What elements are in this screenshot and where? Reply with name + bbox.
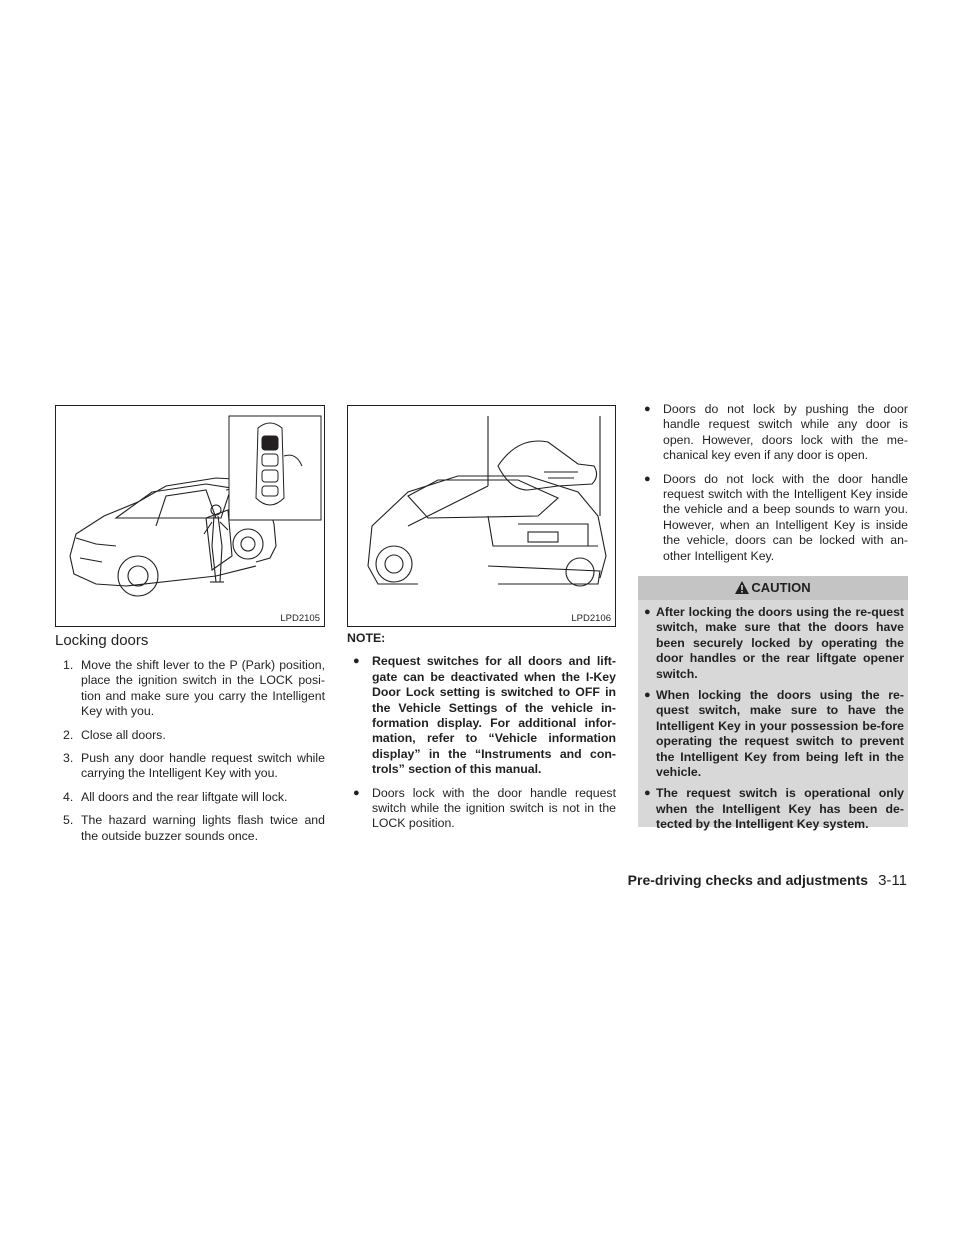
figure-door-handle-switch (347, 405, 616, 627)
list-item: ● Doors lock with the door handle request switch while the ignition switch is not in the LOCK position. (353, 785, 616, 831)
figure-locking-with-key (55, 405, 325, 627)
list-item: 2. Close all doors. (63, 727, 166, 742)
key-fob-inset (229, 416, 321, 520)
list-item: ● Doors do not lock by pushing the door handle request switch while any door is open. However, doors lock with the me-chanical key even if any door is open. (644, 402, 908, 463)
caution-heading: CAUTION (638, 576, 908, 600)
figure-label: LPD2105 (280, 613, 320, 624)
list-item: 5. The hazard warning lights flash twice and the outside buzzer sounds once. (63, 813, 325, 843)
page-footer (628, 872, 907, 889)
figure-label: LPD2106 (571, 613, 611, 624)
car-side-illustration (56, 406, 324, 626)
list-item: 1. Move the shift lever to the P (Park) position, place the ignition switch in the LOCK posi-tion and make sure you carry the Intelligent Key with you. (63, 658, 325, 719)
list-item: ● Request switches for all doors and lift-gate can be deactivated when the I-Key Door Lock setting is switched to OFF in the Vehicle Settings of the vehicle in-formation display. For additional infor-mation, refer to “Vehicle information display” in the “Instruments and con-trols” section of this manual. (353, 654, 616, 777)
list-item: ● Doors do not lock with the door handle request switch with the Intelligent Key inside the vehicle and a beep sounds to warn you. However, when an Intelligent Key is inside the vehicle, doors can be locked with an-other Intelligent Key. (644, 471, 908, 563)
list-item: 3. Push any door handle request switch while carrying the Intelligent Key with you. (63, 751, 325, 781)
page-number: 3-11 (878, 872, 907, 889)
footer-section-title: Pre-driving checks and adjustments (627, 872, 869, 888)
caution-box (638, 576, 908, 832)
list-item: ● When locking the doors using the re-quest switch, make sure to have the Intelligent Key in your possession be-fore operating the request switch to prevent the Intelligent Key from being left in the vehicle. (644, 688, 904, 780)
warning-triangle-icon (735, 578, 749, 602)
bullet-icon: ● (644, 606, 651, 618)
list-item: ● The request switch is operational only when the Intelligent Key has been de-tected by the Intelligent Key system. (644, 786, 904, 832)
list-item: 4. All doors and the rear liftgate will lock. (63, 789, 288, 804)
bullet-icon: ● (644, 472, 651, 485)
section-title: Locking doors (55, 632, 149, 649)
note-section (347, 631, 616, 840)
list-item: ● After locking the doors using the re-quest switch, make sure that the doors have been securely locked by operating the door handles or the rear liftgate opener switch. (644, 605, 904, 681)
bullet-icon: ● (644, 787, 651, 800)
col3-list (638, 402, 908, 572)
bullet-icon: ● (353, 786, 360, 799)
note-heading: NOTE: (347, 631, 386, 645)
car-rear-illustration (348, 406, 615, 626)
bullet-icon: ● (644, 689, 651, 702)
bullet-icon: ● (644, 403, 651, 415)
bullet-icon: ● (353, 655, 360, 668)
steps-list (55, 658, 325, 852)
